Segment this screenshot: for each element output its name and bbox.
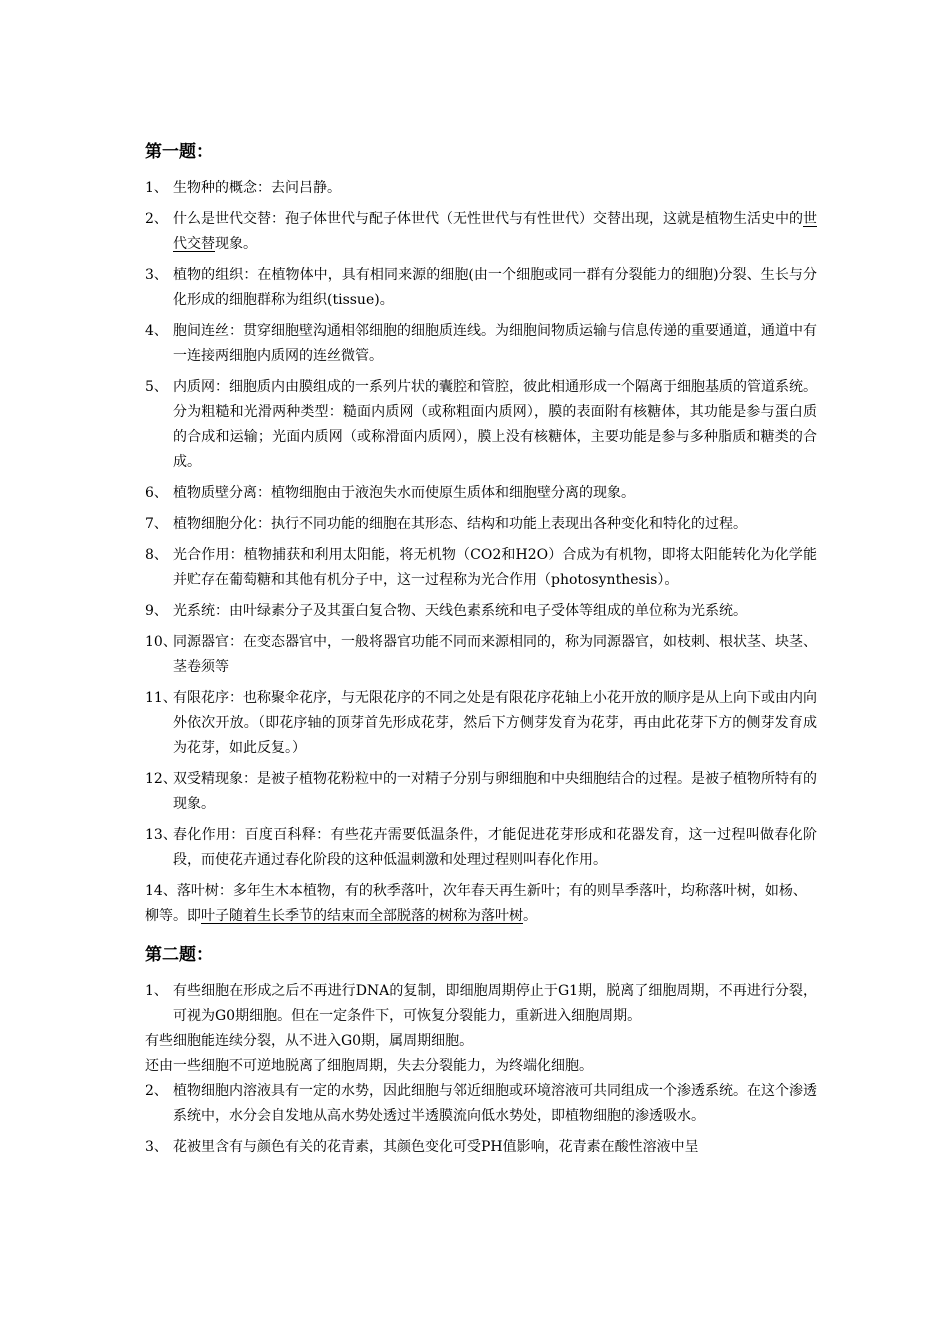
item-number: 7、 [145,516,168,532]
item-text: 有些细胞在形成之后不再进行DNA的复制，即细胞周期停止于G1期，脱离了细胞周期，不再进行分裂，可视为G0期细胞。但在一定条件下，可恢复分裂能力，重新进入细胞周期。 [173,983,817,1024]
item-text: 生物种的概念：去问吕静。 [173,180,341,196]
list-item [145,481,817,506]
list-item [145,263,817,313]
list-item-flush [145,879,817,929]
item-text: 内质网：细胞质内由膜组成的一系列片状的囊腔和管腔，彼此相通形成一个隔离于细胞基质的管道系统。分为粗糙和光滑两种类型：糙面内质网（或称粗面内质网），膜的表面附有核糖体，其功能是参与蛋白质的合成和运输；光面内质网（或称滑面内质网），膜上没有核糖体，主要功能是参与多种脂质和糖类的合成。 [173,379,817,470]
underlined-term: 世代交替 [173,211,817,252]
list-item [145,375,817,475]
document-content [145,141,817,1160]
list-item [145,319,817,369]
section-2-title: 第二题： [145,945,213,965]
item-number: 13、 [145,827,177,843]
list-item [145,823,817,873]
list-item [145,630,817,680]
item-text: 植物细胞分化：执行不同功能的细胞在其形态、结构和功能上表现出各种变化和特化的过程。 [173,516,747,532]
item-text: 植物的组织：在植物体中，具有相同来源的细胞(由一个细胞或同一群有分裂能力的细胞)分裂、生长与分化形成的细胞群称为组织(tissue)。 [173,267,817,308]
item-number: 6、 [145,485,168,501]
item-number: 12、 [145,771,177,787]
item-number: 2、 [145,211,168,227]
item-text: 同源器官：在变态器官中，一般将器官功能不同而来源相同的，称为同源器官，如枝刺、根状茎、块茎、茎卷须等 [173,634,817,675]
paragraph: 有些细胞能连续分裂，从不进入G0期，属周期细胞。 [145,1033,474,1049]
item-number: 3、 [145,267,168,283]
item-number: 3、 [145,1139,168,1155]
item-text: 光合作用：植物捕获和利用太阳能，将无机物（CO2和H2O）合成为有机物，即将太阳能转化为化学能并贮存在葡萄糖和其他有机分子中，这一过程称为光合作用（photosynthesis）。 [173,547,817,588]
item-number: 11、 [145,690,177,706]
item-number: 14、 [145,883,177,899]
list-item [145,543,817,593]
list-item [145,599,817,624]
item-text: 光系统：由叶绿素分子及其蛋白复合物、天线色素系统和电子受体等组成的单位称为光系统。 [173,603,747,619]
item-text: 什么是世代交替：孢子体世代与配子体世代（无性世代与有性世代）交替出现，这就是植物生活史中的 [173,211,803,227]
item-text: 胞间连丝：贯穿细胞壁沟通相邻细胞的细胞质连线。为细胞间物质运输与信息传递的重要通道，通道中有一连接两细胞内质网的连丝微管。 [173,323,817,364]
item-number: 9、 [145,603,168,619]
list-item [145,176,817,201]
list-item [145,512,817,537]
paragraph: 还由一些细胞不可逆地脱离了细胞周期，失去分裂能力，为终端化细胞。 [145,1058,593,1074]
list-item [145,1135,817,1160]
item-text: 双受精现象：是被子植物花粉粒中的一对精子分别与卵细胞和中央细胞结合的过程。是被子植物所特有的现象。 [173,771,817,812]
item-text-tail: 。 [523,908,537,924]
underlined-definition: 叶子随着生长季节的结束而全部脱落的树称为落叶树 [201,908,523,924]
list-item [145,207,817,257]
list-item [145,979,817,1029]
item-number: 1、 [145,180,168,196]
list-item [145,1079,817,1129]
item-text: 春化作用：百度百科释：有些花卉需要低温条件，才能促进花芽形成和花器发育，这一过程叫做春化阶段，而使花卉通过春化阶段的这种低温刺激和处理过程则叫春化作用。 [173,827,817,868]
item-text: 花被里含有与颜色有关的花青素，其颜色变化可受PH值影响，花青素在酸性溶液中呈 [173,1139,699,1155]
item-number: 10、 [145,634,177,650]
item-text: 植物质壁分离：植物细胞由于液泡失水而使原生质体和细胞壁分离的现象。 [173,485,635,501]
item-text: 有限花序：也称聚伞花序，与无限花序的不同之处是有限花序花轴上小花开放的顺序是从上向下或由内向外依次开放。（即花序轴的顶芽首先形成花芽，然后下方侧芽发育为花芽，再由此花芽下方的侧芽发育成为花芽，如此反复。） [173,690,817,756]
item-number: 8、 [145,547,168,563]
item-number: 2、 [145,1083,168,1099]
item-number: 1、 [145,983,168,999]
item-number: 4、 [145,323,168,339]
item-number: 5、 [145,379,168,395]
list-item [145,767,817,817]
item-text: 落叶树：多年生木本植物，有的秋季落叶，次年春天再生新叶；有的则旱季落叶，均称落叶树，如杨、柳等。即 [145,883,807,924]
section-1-title: 第一题： [145,142,213,162]
list-item [145,686,817,761]
item-text: 植物细胞内溶液具有一定的水势，因此细胞与邻近细胞或环境溶液可共同组成一个渗透系统。在这个渗透系统中，水分会自发地从高水势处透过半透膜流向低水势处，即植物细胞的渗透吸水。 [173,1083,817,1124]
item-text-tail: 现象。 [215,236,257,252]
